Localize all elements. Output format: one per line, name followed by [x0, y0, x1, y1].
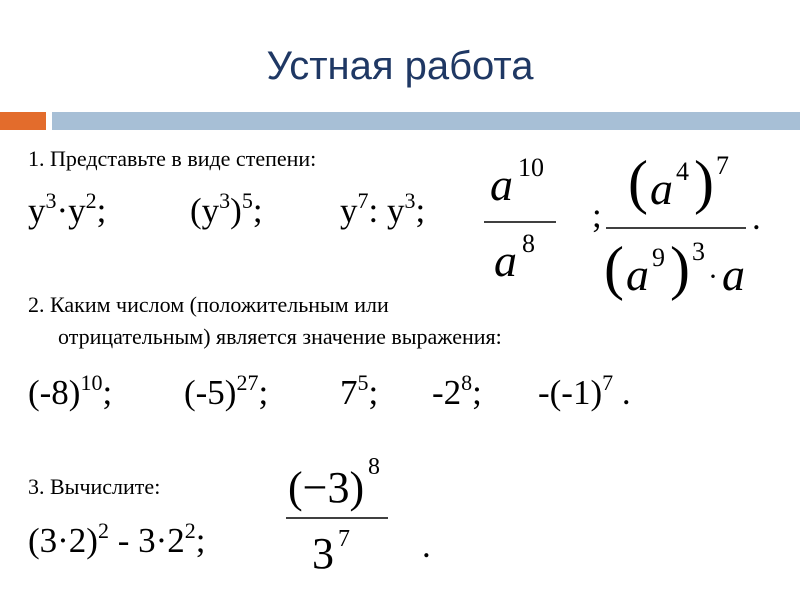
frac2-numerator-base: a [650, 163, 673, 214]
task3-end: . [422, 526, 431, 565]
accent-bar-orange [0, 112, 46, 130]
frac2-denominator-inner-exp: 9 [652, 243, 665, 272]
task3-fraction [282, 452, 392, 582]
task2-item-5: $-(-1)^7$ . [538, 370, 631, 412]
task2-label-line2: отрицательным) является значение выражения: [58, 324, 502, 349]
task1-separator: ; [592, 196, 602, 235]
frac1-denominator-base: a [494, 235, 517, 286]
frac1-denominator-exp: 8 [522, 229, 535, 258]
frac3-denominator-exp: 7 [338, 526, 350, 552]
svg-text:(: ( [628, 149, 648, 215]
frac2-numerator-outer-exp: 7 [716, 151, 729, 180]
frac2-denominator-mult: · [708, 260, 718, 293]
task1-expr-1: $y^3\cdot y^2$; [28, 188, 107, 230]
task1-label: 1. Представьте в виде степени: [28, 146, 317, 171]
task1-end: . [752, 198, 761, 237]
frac3-numerator: (−3) [288, 463, 365, 512]
task1-fraction-2 [602, 140, 774, 300]
frac2-denominator-outer-exp: 3 [692, 237, 705, 266]
task2-label-line1: 2. Каким числом (положительным или [28, 292, 389, 317]
svg-text:(: ( [604, 235, 624, 301]
task2-item-1: $(-8)^{10}$; [28, 370, 113, 412]
task3-label: 3. Вычислите: [28, 474, 161, 499]
frac2-denominator-tail: a [722, 249, 745, 300]
frac1-numerator-exp: 10 [518, 153, 544, 182]
frac3-numerator-exp: 8 [368, 454, 380, 480]
svg-text:): ) [670, 235, 690, 301]
svg-text:): ) [694, 149, 714, 215]
task1-expr-3: $y^7$: $y^3$; [340, 188, 426, 230]
frac2-numerator-inner-exp: 4 [676, 157, 689, 186]
frac3-denominator-base: 3 [312, 529, 334, 578]
frac2-denominator-base: a [626, 249, 649, 300]
frac1-numerator-base: a [490, 159, 513, 210]
accent-bar-blue [52, 112, 800, 130]
task2-item-2: $(-5)^{27}$; [184, 370, 269, 412]
task1-fraction-1 [480, 148, 560, 288]
task2-item-4: $-2^8$; [432, 370, 482, 412]
task1-expr-2: $(y^3)^5$; [190, 188, 263, 230]
task3-expression: $(3\cdot 2)^2 - 3\cdot 2^2$; [28, 518, 206, 560]
slide-title: Устная работа [266, 44, 534, 88]
task2-item-3: $7^5$; [340, 370, 379, 412]
